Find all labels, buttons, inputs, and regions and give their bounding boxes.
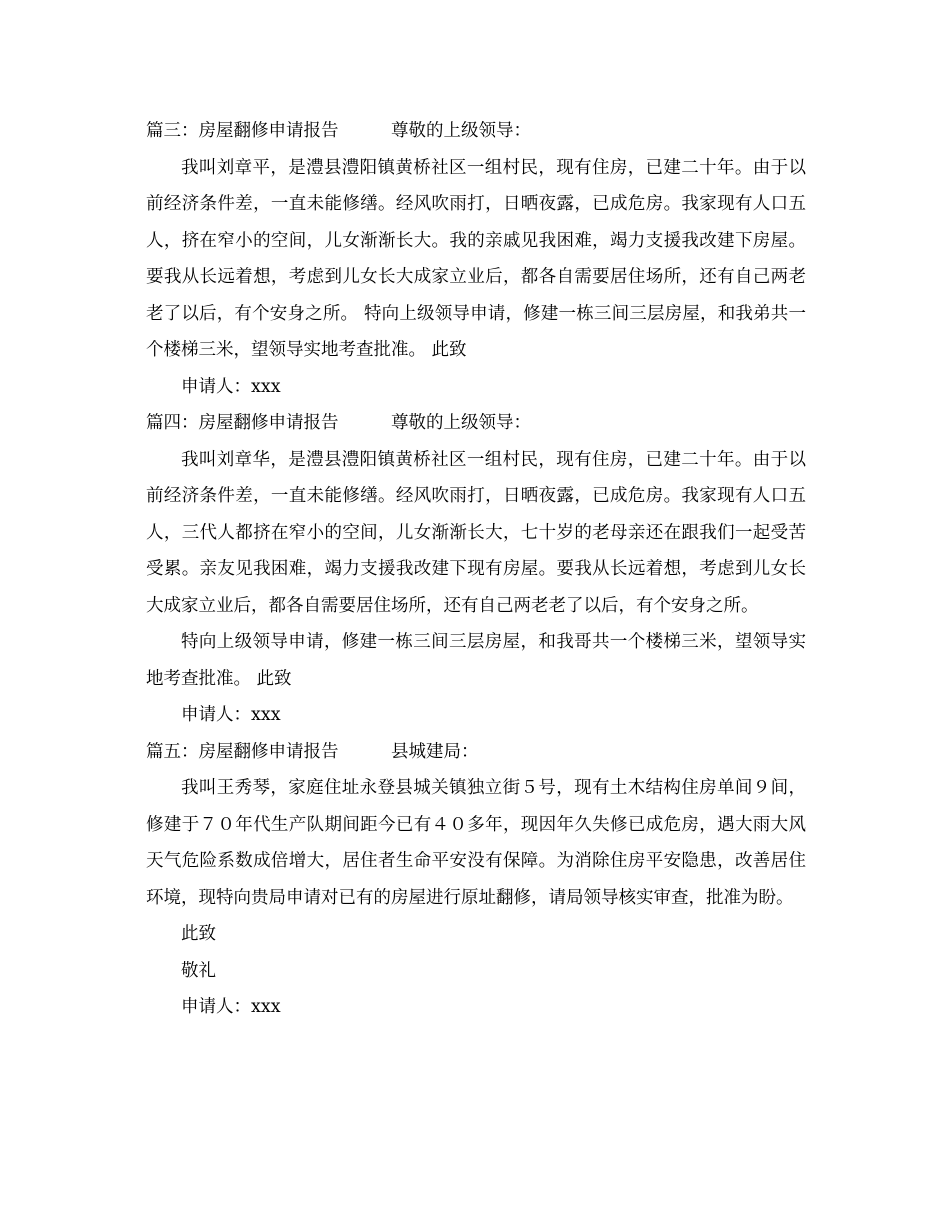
- section-5-applicant: 申请人：xxx: [181, 997, 281, 1017]
- section-5-closing-jingli: 敬礼: [181, 960, 216, 981]
- section-5-body: 我叫王秀琴，家庭住址永登县城关镇独立街５号，现有土木结构住房单间９间，修建于７０年代生产队期间距今已有４０多年，现因年久失修已成危房，遇大雨大风天气危险系数成倍增大，居住者生命平安没有保障。为消除住房平安隐患，改善居住环境，现特向贵局申请对已有的房屋进行原址翻修，请局领导核实审查，批准为盼。: [146, 778, 806, 908]
- section-4-body: 我叫刘章华，是澧县澧阳镇黄桥社区一组村民，现有住房，已建二十年。由于以前经济条件差，一直未能修缮。经风吹雨打，日晒夜露，已成危房。我家现有人口五人，三代人都挤在窄小的空间，儿女渐渐长大，七十岁的老母亲还在跟我们一起受苦受累。亲友见我困难，竭力支援我改建下现有房屋。要我从长远着想，考虑到儿女长大成家立业后，都各自需要居住场所，还有自己两老老了以后，有个安身之所。: [146, 449, 806, 616]
- section-5-closing-cizhi: 此致: [181, 924, 216, 944]
- document-content: [146, 113, 806, 1026]
- section-4-body-request: 特向上级领导申请，修建一栋三间三层房屋，和我哥共一个楼梯三米，望领导实地考查批准。 此致: [146, 632, 806, 689]
- section-3-applicant: 申请人：xxx: [181, 376, 281, 397]
- section-4-applicant: 申请人：xxx: [181, 705, 281, 725]
- section-4-heading: 篇四：房屋翻修申请报告 尊敬的上级领导：: [146, 413, 531, 433]
- section-3-heading: 篇三：房屋翻修申请报告 尊敬的上级领导：: [146, 121, 531, 141]
- section-5-heading: 篇五：房屋翻修申请报告 县城建局：: [146, 741, 479, 762]
- section-3-body: 我叫刘章平，是澧县澧阳镇黄桥社区一组村民，现有住房，已建二十年。由于以前经济条件差，一直未能修缮。经风吹雨打，日晒夜露，已成危房。我家现有人口五人，挤在窄小的空间，儿女渐渐长大。我的亲戚见我困难，竭力支援我改建下房屋。要我从长远着想，考虑到儿女长大成家立业后，都各自需要居住场所，还有自己两老老了以后，有个安身之所。 特向上级领导申请，修建一栋三间三层房屋，和我弟共一个楼梯三米，望领导实地考查批准。 此致: [146, 157, 806, 360]
